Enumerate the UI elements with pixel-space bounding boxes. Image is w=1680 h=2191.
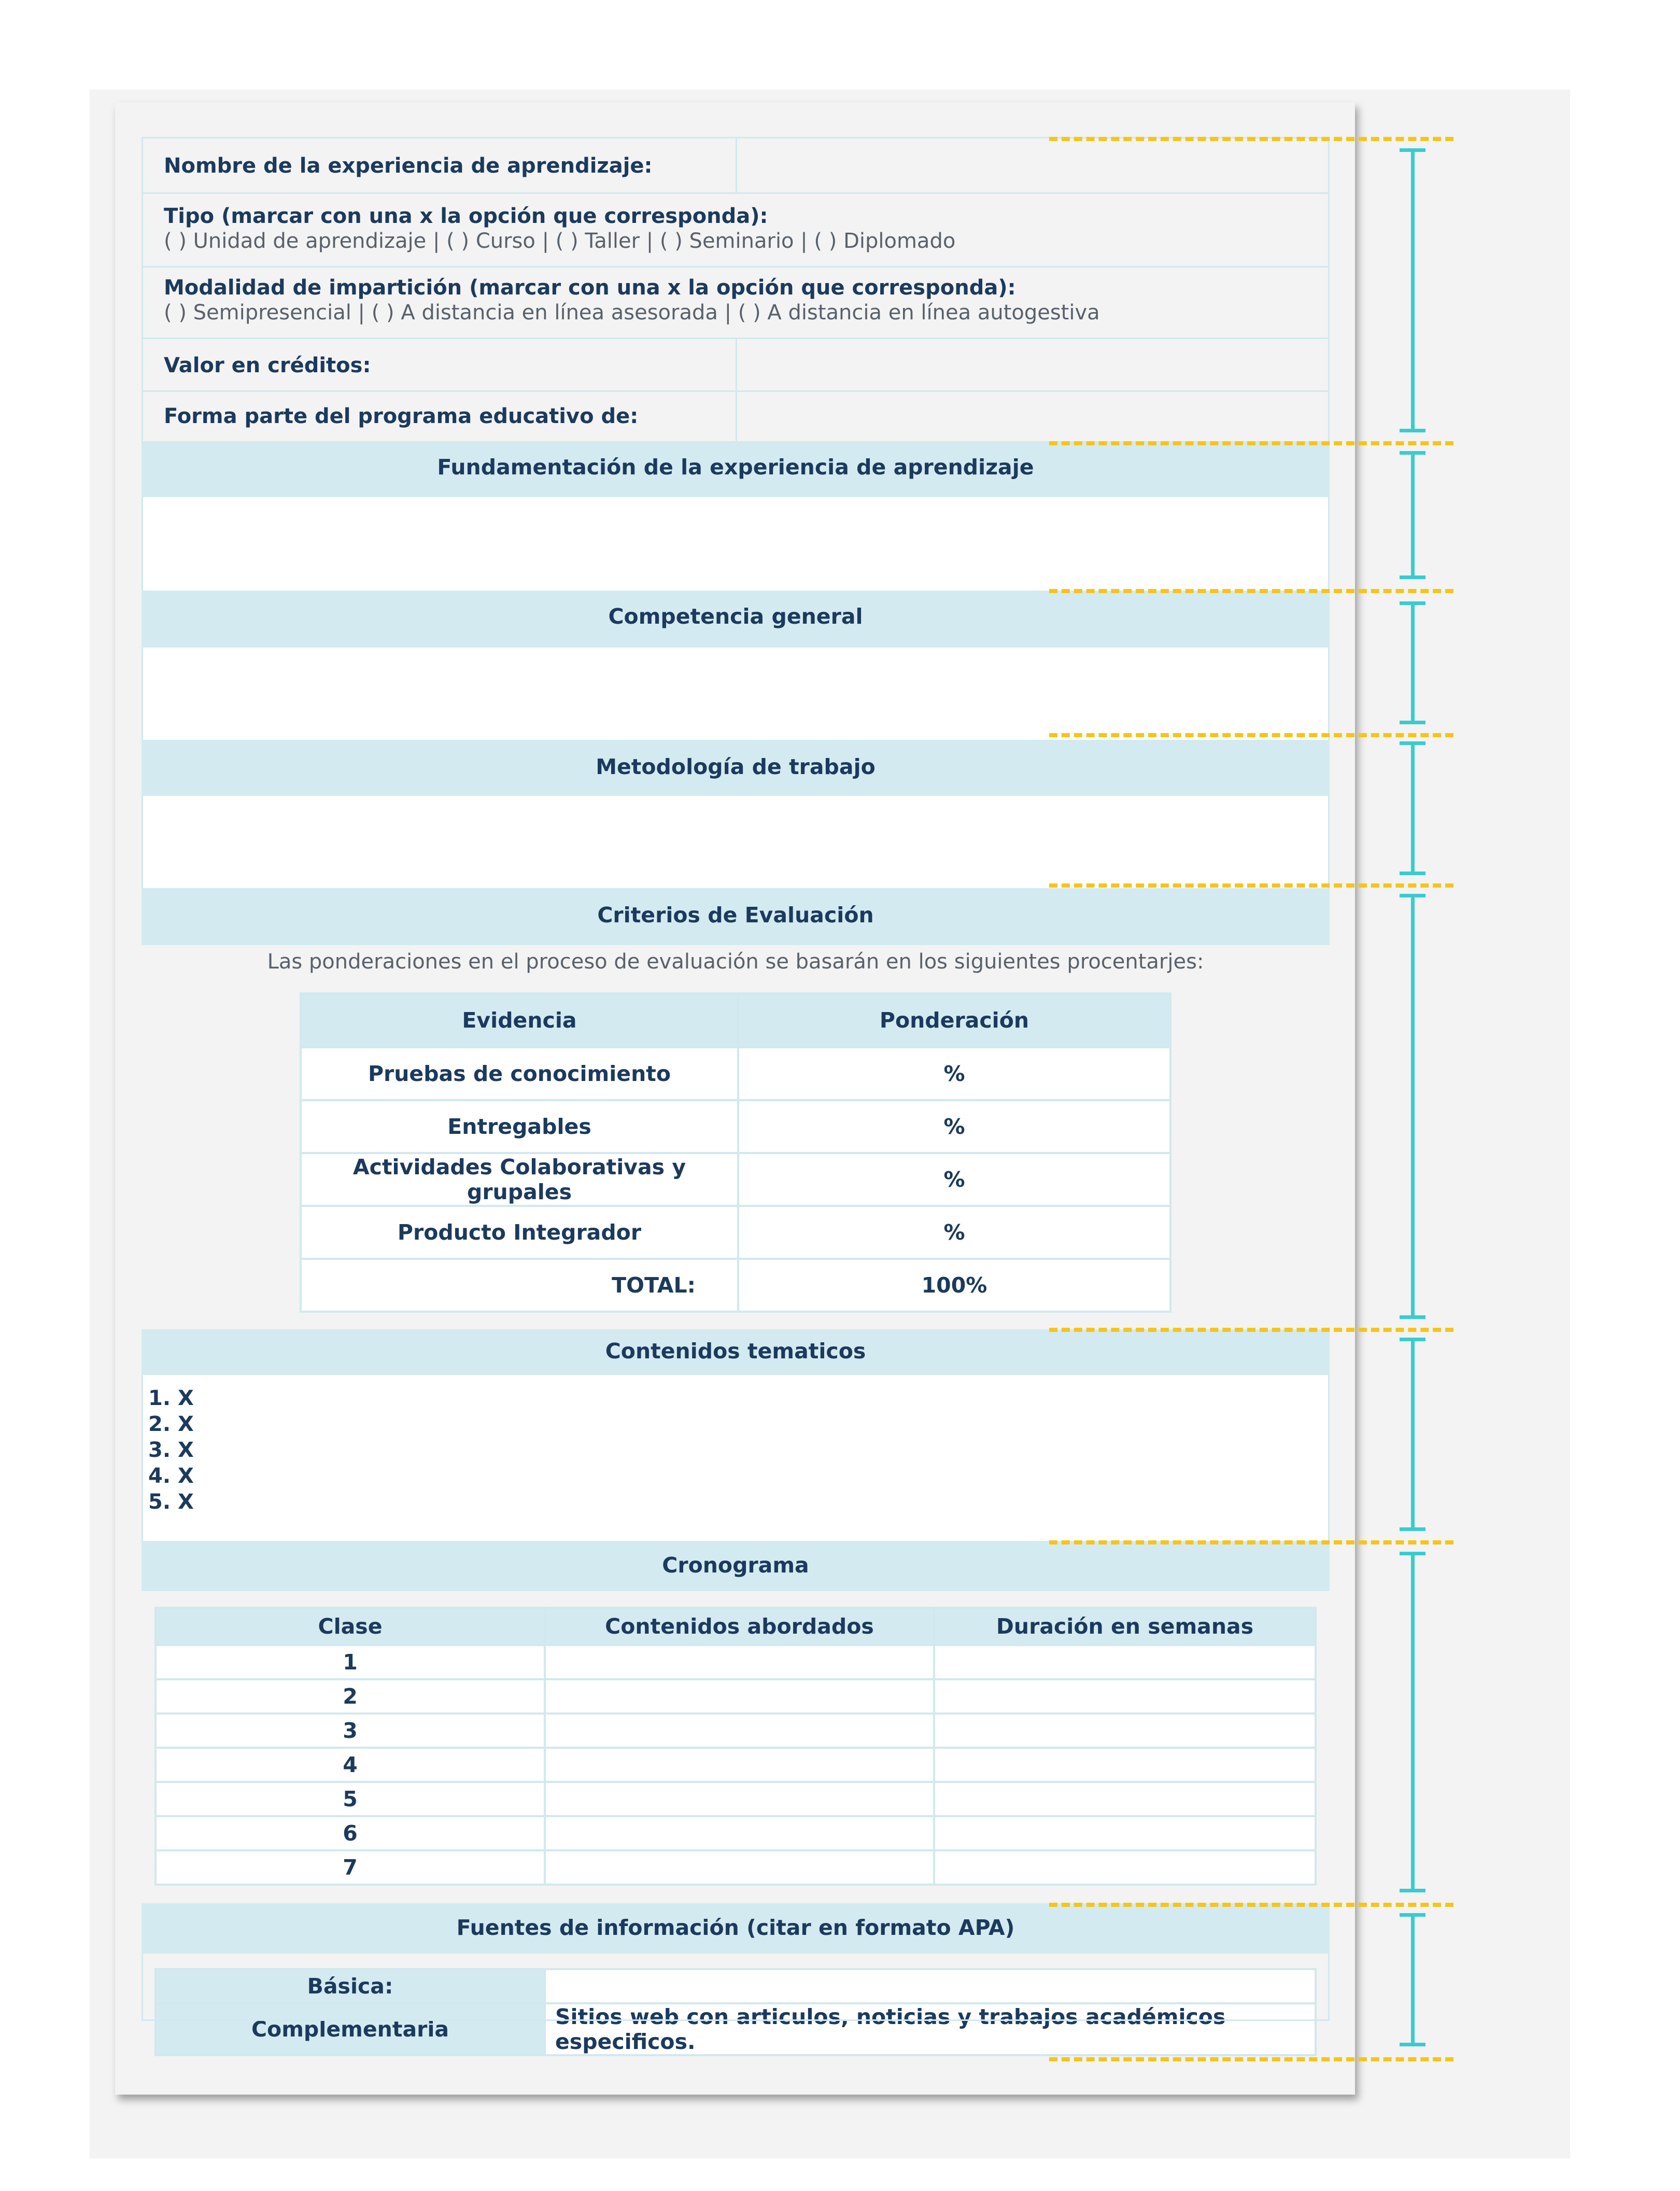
creditos-row (142, 339, 1330, 392)
fundamentacion-heading: Fundamentación de la experiencia de aprendizaje (142, 443, 1330, 497)
clase-cell: 4 (156, 1748, 545, 1782)
section-bracket (1400, 451, 1425, 579)
clase-cell: 5 (156, 1782, 545, 1816)
evidencia-header: Evidencia (301, 993, 738, 1047)
section-guide-line (1049, 1328, 1453, 1332)
section-guide-line (1049, 589, 1453, 593)
cronograma-heading: Cronograma (142, 1541, 1330, 1591)
evidencia-cell: Entregables (301, 1100, 738, 1153)
duracion-cell[interactable] (934, 1645, 1316, 1679)
table-row (301, 1153, 1170, 1206)
table-row (156, 1850, 1316, 1885)
table-row (156, 1816, 1316, 1850)
duracion-header: Duración en semanas (934, 1608, 1316, 1645)
section-bracket (1400, 741, 1425, 875)
programa-row (142, 392, 1330, 443)
document-sheet (115, 102, 1355, 2095)
section-bracket (1400, 1913, 1425, 2046)
ponderacion-header: Ponderación (738, 993, 1170, 1047)
section-guide-line (1049, 1540, 1453, 1544)
ponderacion-cell[interactable]: % (738, 1100, 1170, 1153)
section-guide-line (1049, 441, 1453, 445)
contenidos-cell[interactable] (545, 1782, 934, 1816)
duracion-cell[interactable] (934, 1782, 1316, 1816)
table-row (301, 1206, 1170, 1259)
contenidos-cell[interactable] (545, 1748, 934, 1782)
nombre-label: Nombre de la experiencia de aprendizaje: (164, 154, 653, 178)
ponderacion-cell[interactable]: % (738, 1153, 1170, 1206)
table-row (301, 1100, 1170, 1153)
section-guide-line (1049, 1903, 1453, 1907)
contenidos-list (148, 1385, 194, 1515)
tipo-options[interactable]: ( ) Unidad de aprendizaje | ( ) Curso | ( ) Taller | ( ) Seminario | ( ) Diplomado (164, 229, 956, 253)
nombre-row (142, 137, 1330, 194)
evidencia-cell: Pruebas de conocimiento (301, 1047, 738, 1100)
duracion-cell[interactable] (934, 1679, 1316, 1714)
contenidos-abordados-header: Contenidos abordados (545, 1608, 934, 1645)
list-item: 2. X (148, 1412, 194, 1436)
evidencia-cell: Actividades Colaborativas y grupales (301, 1153, 738, 1206)
clase-cell: 3 (156, 1714, 545, 1748)
contenidos-content (142, 1375, 1330, 1541)
duracion-cell[interactable] (934, 1714, 1316, 1748)
section-guide-line (1049, 2057, 1453, 2061)
table-row (156, 1645, 1316, 1679)
complementaria-value[interactable]: Sitios web con articulos, noticias y trabajos académicos especificos. (545, 2003, 1316, 2055)
clase-cell: 7 (156, 1850, 545, 1885)
competencia-content[interactable] (142, 648, 1330, 740)
contenidos-cell[interactable] (545, 1679, 934, 1714)
fundamentacion-content[interactable] (142, 497, 1330, 591)
table-row (156, 1714, 1316, 1748)
basica-label: Básica: (156, 1969, 545, 2003)
table-row (156, 1748, 1316, 1782)
section-bracket (1400, 601, 1425, 724)
table-row (156, 1782, 1316, 1816)
total-label: TOTAL: (301, 1259, 738, 1312)
list-item: 4. X (148, 1464, 194, 1488)
contenidos-heading: Contenidos tematicos (142, 1329, 1330, 1375)
criterios-heading: Criterios de Evaluación (142, 888, 1330, 945)
criterios-note: Las ponderaciones en el proceso de evaluación se basarán en los siguientes procentarjes: (267, 950, 1204, 974)
clase-header: Clase (156, 1608, 545, 1645)
tipo-row (142, 194, 1330, 268)
total-value: 100% (738, 1259, 1170, 1312)
section-guide-line (1049, 883, 1453, 888)
cronograma-table (154, 1607, 1317, 1886)
contenidos-cell[interactable] (545, 1816, 934, 1850)
list-item: 1. X (148, 1386, 194, 1410)
duracion-cell[interactable] (934, 1816, 1316, 1850)
fuentes-frame (142, 1954, 1330, 2021)
duracion-cell[interactable] (934, 1748, 1316, 1782)
tipo-label: Tipo (marcar con una x la opción que corresponda): (164, 204, 768, 228)
table-row (301, 1047, 1170, 1100)
section-bracket (1400, 148, 1425, 432)
metodologia-heading: Metodología de trabajo (142, 740, 1330, 796)
contenidos-cell[interactable] (545, 1645, 934, 1679)
list-item: 3. X (148, 1438, 194, 1462)
table-row (156, 1679, 1316, 1714)
evidencia-cell: Producto Integrador (301, 1206, 738, 1259)
modalidad-row (142, 268, 1330, 339)
section-guide-line (1049, 137, 1453, 141)
creditos-label: Valor en créditos: (164, 354, 371, 377)
clase-cell: 1 (156, 1645, 545, 1679)
modalidad-options[interactable]: ( ) Semipresencial | ( ) A distancia en línea asesorada | ( ) A distancia en línea autogestiva (164, 301, 1100, 325)
contenidos-cell[interactable] (545, 1714, 934, 1748)
clase-cell: 6 (156, 1816, 545, 1850)
section-bracket (1400, 894, 1425, 1319)
section-bracket (1400, 1552, 1425, 1892)
fuentes-heading: Fuentes de información (citar en formato APA) (142, 1903, 1330, 1954)
complementaria-label: Complementaria (156, 2003, 545, 2055)
clase-cell: 2 (156, 1679, 545, 1714)
modalidad-label: Modalidad de impartición (marcar con una x la opción que corresponda): (164, 276, 1016, 300)
evaluation-table (300, 992, 1171, 1313)
contenidos-cell[interactable] (545, 1850, 934, 1885)
list-item: 5. X (148, 1490, 194, 1514)
competencia-heading: Competencia general (142, 591, 1330, 648)
duracion-cell[interactable] (934, 1850, 1316, 1885)
ponderacion-cell[interactable]: % (738, 1047, 1170, 1100)
metodologia-content[interactable] (142, 796, 1330, 888)
section-guide-line (1049, 733, 1453, 737)
total-row (301, 1259, 1170, 1312)
ponderacion-cell[interactable]: % (738, 1206, 1170, 1259)
programa-label: Forma parte del programa educativo de: (164, 404, 639, 428)
section-bracket (1400, 1338, 1425, 1531)
